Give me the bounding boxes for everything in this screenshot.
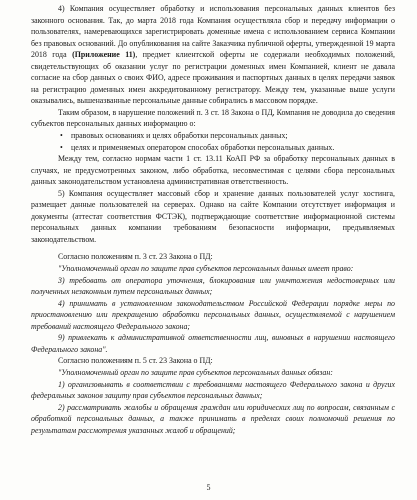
bullet-icon: •	[60, 142, 63, 152]
paragraph-meanwhile: Между тем, согласно нормам части 1 ст. 13.11 КоАП РФ за обработку персональных данных в случаях, не предусмотренных законом, либо обработка, несовместимая с целями сбора персональных данных законодательством установлена административная ответственность.	[31, 154, 395, 187]
quote-line: 3) требовать от оператора уточнения, блокирования или уничтожения недостоверных или полученных незаконным путем персональных данных;	[31, 275, 395, 297]
paragraph-item-5: 5) Компания осуществляет массовый сбор и хранение данных пользователей услуг хостинга, размещает данные пользователей на серверах. Однако на сайте Компании отсутствует информация и документы (аттестат соответствия ФСТЭК), подтверждающие соответствие информационной системы персональных данных компании требованиям безопасности информации, предъявляемых законодательством.	[31, 188, 395, 244]
list-item: • правовых основаниях и целях обработки персональных данных;	[60, 131, 288, 141]
bullet-icon: •	[60, 131, 63, 141]
quote-line: 1) организовывать в соответствии с требованиями настоящего Федерального закона и других федеральных законов защиту прав субъектов персональных данных;	[31, 379, 395, 401]
quote-line: 4) принимать в установленном законодательством Российской Федерации порядке меры по приостановлению или прекращению обработки персональных данных, осуществляемой с нарушением требований настоящего Федерального закона;	[31, 298, 395, 331]
law-reference-2: Согласно положениям п. 5 ст. 23 Закона о ПД:	[58, 356, 213, 366]
appendix-reference: (Приложение 11)	[72, 50, 136, 60]
bullet-list	[31, 130, 395, 153]
law-reference-1: Согласно положениям п. 3 ст. 23 Закона о ПД:	[58, 252, 213, 262]
quote-line: 2) рассматривать жалобы и обращения граждан или юридических лиц по вопросам, связанным с обработкой персональных данных, а также принимать в пределах своих полномочий решения по результатам рассмотрения указанных жалоб и обращений;	[31, 402, 395, 435]
paragraph-item-4: 4) Компания осуществляет обработку и использования персональных данных клиентов без законного основания. Так, до марта 2018 года Компания осуществляла сбор и передачу информации о пользователях, намеревающихся зарегистрировать доменные имена с использованием сервиса Компании без правовых оснований. До опубликования на сайте Заказчика публичной оферты, утвержденной 19 марта 2018 года (Приложение 11), предмет клиентской оферты не содержали необходимых положений, свидетельствующих об оказании услуг по регистрации доменных имен Компанией, клиент не давала согласие на сбор данных о своих ФИО, адресе проживания и паспортных данных в целях передачи заявок на регистрацию доменных имен аккредитованному регистратору. Между тем, указанные выше услуги оказывались, вышеназванные персональные данные собирались в массовом порядке.	[31, 4, 395, 106]
paragraph-thus: Таким образом, в нарушение положений п. 3 ст. 18 Закона о ПД, Компания не доводила до сведения субъектов персональных данных информацию о:	[31, 107, 395, 129]
list-item: • целях и применяемых оператором способах обработки персональных данных.	[60, 142, 335, 152]
page-number: 5	[206, 483, 211, 492]
quote-line: "Уполномоченный орган по защите прав субъектов персональных данных обязан:	[58, 367, 333, 377]
quote-line: "Уполномоченный орган по защите прав субъектов персональных данных имеет право:	[58, 264, 354, 274]
quote-line: 9) привлекать к административной ответственности лиц, виновных в нарушении настоящего Федерального закона".	[31, 333, 395, 354]
